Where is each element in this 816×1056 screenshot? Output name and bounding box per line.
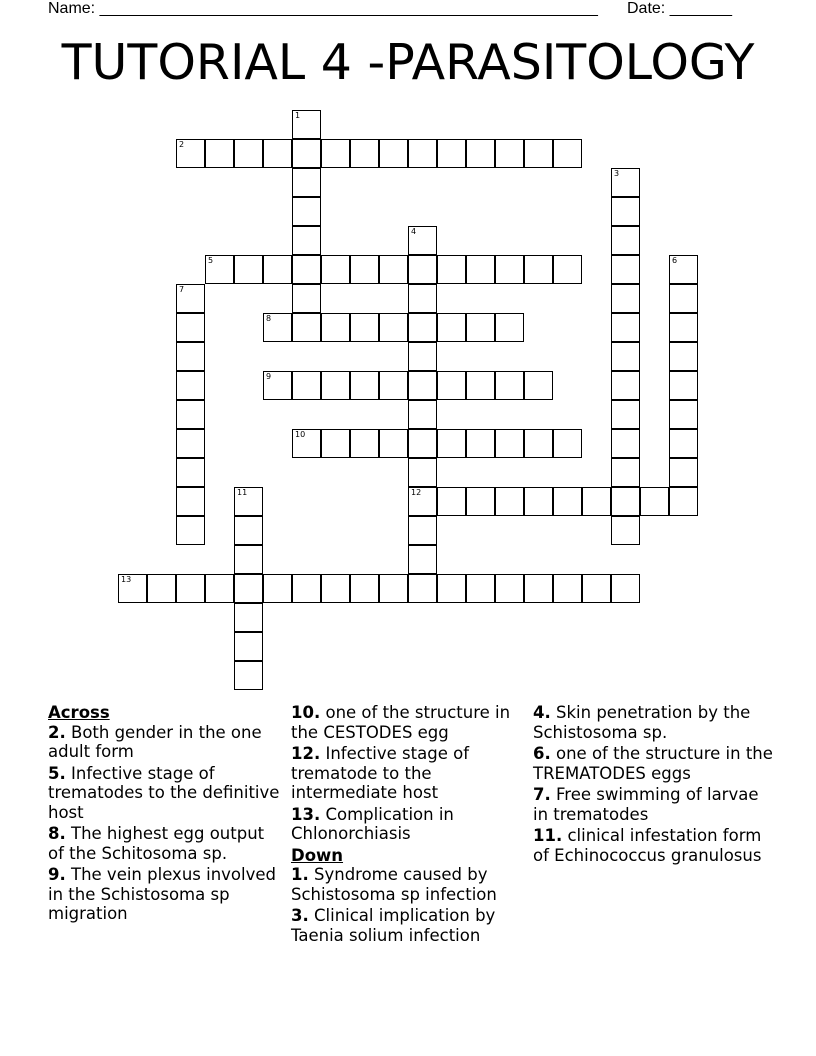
crossword-cell[interactable] — [263, 371, 292, 400]
crossword-cell[interactable] — [408, 574, 437, 603]
crossword-cell[interactable] — [205, 574, 234, 603]
crossword-cell[interactable] — [205, 139, 234, 168]
crossword-cell[interactable] — [292, 255, 321, 284]
crossword-cell[interactable] — [176, 516, 205, 545]
name-field-label[interactable]: Name: ________________________________________________________ — [48, 0, 598, 17]
crossword-cell[interactable] — [553, 574, 582, 603]
crossword-cell[interactable] — [321, 429, 350, 458]
crossword-cell[interactable] — [263, 313, 292, 342]
crossword-cell[interactable] — [437, 371, 466, 400]
crossword-cell[interactable] — [234, 545, 263, 574]
crossword-cell[interactable] — [292, 371, 321, 400]
crossword-cell[interactable] — [176, 139, 205, 168]
crossword-cell[interactable] — [524, 574, 553, 603]
crossword-cell[interactable] — [437, 487, 466, 516]
clue-across-12 — [291, 744, 527, 803]
clue-down-4 — [533, 703, 773, 742]
crossword-cell[interactable] — [524, 487, 553, 516]
clue-number-label: 10 — [295, 430, 306, 439]
crossword-cell[interactable] — [611, 458, 640, 487]
crossword-cell[interactable] — [582, 574, 611, 603]
clue-across-8 — [48, 824, 280, 863]
clue-text: Both gender in the one adult form — [48, 722, 262, 761]
clue-number: 8. — [48, 824, 66, 843]
clue-number-label: 4 — [411, 227, 417, 236]
crossword-cell[interactable] — [611, 255, 640, 284]
crossword-cell[interactable] — [350, 255, 379, 284]
crossword-cell[interactable] — [669, 487, 698, 516]
crossword-cell[interactable] — [176, 313, 205, 342]
crossword-cell[interactable] — [292, 574, 321, 603]
crossword-cell[interactable] — [466, 574, 495, 603]
clue-text: Clinical implication by Taenia solium infection — [291, 906, 496, 945]
crossword-cell[interactable] — [408, 545, 437, 574]
clue-text: Skin penetration by the Schistosoma sp. — [533, 703, 751, 742]
crossword-cell[interactable] — [495, 255, 524, 284]
crossword-cell[interactable] — [524, 429, 553, 458]
clue-across-10 — [291, 703, 527, 742]
crossword-cell[interactable] — [495, 371, 524, 400]
clue-number-label: 12 — [411, 488, 422, 497]
crossword-cell[interactable] — [408, 139, 437, 168]
clues-column-1 — [48, 703, 280, 926]
crossword-cell[interactable] — [176, 284, 205, 313]
crossword-cell[interactable] — [466, 313, 495, 342]
clue-number: 7. — [533, 785, 551, 804]
crossword-cell[interactable] — [408, 313, 437, 342]
crossword-cell[interactable] — [669, 284, 698, 313]
clue-number: 12. — [291, 744, 321, 763]
crossword-cell[interactable] — [611, 284, 640, 313]
crossword-cell[interactable] — [611, 342, 640, 371]
clue-text: The vein plexus involved in the Schistosoma sp migration — [48, 865, 276, 923]
crossword-cell[interactable] — [553, 429, 582, 458]
crossword-cell[interactable] — [234, 603, 263, 632]
crossword-cell[interactable] — [524, 255, 553, 284]
clue-number: 6. — [533, 744, 551, 763]
crossword-cell[interactable] — [408, 400, 437, 429]
crossword-cell[interactable] — [176, 342, 205, 371]
clue-number: 13. — [291, 804, 321, 824]
clues-column-2 — [291, 703, 527, 947]
clue-text: clinical infestation form of Echinococcus granulosus — [533, 826, 762, 865]
clue-text: Infective stage of trematode to the intermediate host — [291, 744, 470, 802]
crossword-cell[interactable] — [437, 574, 466, 603]
crossword-cell[interactable] — [118, 574, 147, 603]
crossword-cell[interactable] — [408, 371, 437, 400]
clue-number-label: 13 — [121, 575, 132, 584]
crossword-cell[interactable] — [176, 371, 205, 400]
crossword-cell[interactable] — [234, 255, 263, 284]
crossword-cell[interactable] — [408, 226, 437, 255]
clue-text: one of the structure in the CESTODES egg — [291, 703, 511, 742]
clue-number: 2. — [48, 722, 66, 742]
crossword-cell[interactable] — [437, 313, 466, 342]
crossword-cell[interactable] — [292, 226, 321, 255]
clue-text: one of the structure in the TREMATODES eggs — [533, 744, 773, 783]
crossword-cell[interactable] — [611, 313, 640, 342]
crossword-cell[interactable] — [176, 574, 205, 603]
clue-down-1 — [291, 865, 527, 904]
crossword-cell[interactable] — [437, 429, 466, 458]
crossword-cell[interactable] — [408, 429, 437, 458]
clue-across-13 — [291, 805, 527, 844]
crossword-cell[interactable] — [495, 429, 524, 458]
crossword-cell[interactable] — [669, 458, 698, 487]
crossword-cell[interactable] — [553, 487, 582, 516]
crossword-cell[interactable] — [611, 429, 640, 458]
crossword-cell[interactable] — [234, 139, 263, 168]
crossword-cell[interactable] — [147, 574, 176, 603]
crossword-cell[interactable] — [379, 429, 408, 458]
crossword-cell[interactable] — [669, 429, 698, 458]
clue-number-label: 8 — [266, 314, 272, 323]
crossword-cell[interactable] — [321, 313, 350, 342]
clue-across-2 — [48, 723, 280, 762]
crossword-cell[interactable] — [176, 400, 205, 429]
crossword-cell[interactable] — [321, 139, 350, 168]
clue-down-3 — [291, 906, 527, 945]
crossword-cell[interactable] — [611, 516, 640, 545]
across-heading: Across — [48, 703, 110, 722]
clue-number: 3. — [291, 906, 309, 925]
crossword-cell[interactable] — [669, 342, 698, 371]
crossword-cell[interactable] — [611, 371, 640, 400]
crossword-cell[interactable] — [379, 139, 408, 168]
crossword-cell[interactable] — [437, 255, 466, 284]
crossword-cell[interactable] — [263, 574, 292, 603]
crossword-cell[interactable] — [350, 371, 379, 400]
clue-text: Free swimming of larvae in trematodes — [533, 785, 759, 824]
crossword-cell[interactable] — [466, 255, 495, 284]
crossword-cell[interactable] — [408, 516, 437, 545]
clue-text: Infective stage of trematodes to the definitive host — [48, 763, 280, 822]
crossword-cell[interactable] — [350, 429, 379, 458]
clue-text: The highest egg output of the Schitosoma sp. — [48, 824, 265, 863]
crossword-cell[interactable] — [292, 284, 321, 313]
crossword-cell[interactable] — [495, 487, 524, 516]
crossword-cell[interactable] — [640, 487, 669, 516]
crossword-cell[interactable] — [524, 371, 553, 400]
crossword-cell[interactable] — [582, 487, 611, 516]
crossword-cell[interactable] — [263, 255, 292, 284]
clue-number: 1. — [291, 865, 309, 884]
clue-number: 4. — [533, 703, 551, 722]
crossword-cell[interactable] — [408, 284, 437, 313]
crossword-cell[interactable] — [611, 400, 640, 429]
crossword-cell[interactable] — [292, 168, 321, 197]
clue-number-label: 7 — [179, 285, 185, 294]
crossword-cell[interactable] — [495, 574, 524, 603]
crossword-cell[interactable] — [321, 574, 350, 603]
crossword-cell[interactable] — [669, 255, 698, 284]
clue-number-label: 1 — [295, 111, 301, 120]
crossword-cell[interactable] — [611, 574, 640, 603]
crossword-cell[interactable] — [408, 487, 437, 516]
crossword-cell[interactable] — [321, 255, 350, 284]
crossword-cell[interactable] — [466, 487, 495, 516]
crossword-cell[interactable] — [350, 139, 379, 168]
crossword-cell[interactable] — [379, 371, 408, 400]
crossword-cell[interactable] — [408, 458, 437, 487]
crossword-cell[interactable] — [553, 255, 582, 284]
clue-number-label: 3 — [614, 169, 620, 178]
crossword-cell[interactable] — [292, 139, 321, 168]
crossword-cell[interactable] — [611, 226, 640, 255]
crossword-cell[interactable] — [437, 139, 466, 168]
crossword-cell[interactable] — [379, 313, 408, 342]
clue-number-label: 9 — [266, 372, 272, 381]
crossword-cell[interactable] — [234, 516, 263, 545]
crossword-cell[interactable] — [611, 197, 640, 226]
page-title: TUTORIAL 4 -PARASITOLOGY — [61, 34, 755, 91]
crossword-cell[interactable] — [495, 139, 524, 168]
crossword-cell[interactable] — [176, 458, 205, 487]
crossword-cell[interactable] — [466, 429, 495, 458]
clue-number: 11. — [533, 826, 563, 845]
crossword-cell[interactable] — [234, 574, 263, 603]
crossword-cell[interactable] — [350, 313, 379, 342]
crossword-cell[interactable] — [466, 139, 495, 168]
crossword-cell[interactable] — [292, 429, 321, 458]
crossword-cell[interactable] — [466, 371, 495, 400]
clue-number-label: 6 — [672, 256, 678, 265]
clue-number: 9. — [48, 865, 66, 884]
crossword-cell[interactable] — [524, 139, 553, 168]
clue-number-label: 11 — [237, 488, 248, 497]
clue-number: 10. — [291, 703, 321, 722]
clue-down-6 — [533, 744, 773, 783]
crossword-cell[interactable] — [495, 313, 524, 342]
crossword-cell[interactable] — [292, 197, 321, 226]
crossword-cell[interactable] — [408, 255, 437, 284]
clue-text: Complication in Chlonorchiasis — [291, 804, 454, 843]
crossword-cell[interactable] — [379, 574, 408, 603]
crossword-cell[interactable] — [553, 139, 582, 168]
clue-number-label: 2 — [179, 140, 185, 149]
crossword-cell[interactable] — [669, 371, 698, 400]
crossword-cell[interactable] — [611, 168, 640, 197]
date-field-label[interactable]: Date: _______ — [627, 0, 732, 17]
crossword-cell[interactable] — [379, 255, 408, 284]
clue-across-9 — [48, 865, 280, 924]
crossword-cell[interactable] — [611, 487, 640, 516]
crossword-cell[interactable] — [292, 110, 321, 139]
crossword-cell[interactable] — [205, 255, 234, 284]
clues-column-3 — [533, 703, 773, 867]
crossword-cell[interactable] — [176, 487, 205, 516]
crossword-cell[interactable] — [408, 342, 437, 371]
clue-number: 5. — [48, 763, 66, 783]
crossword-cell[interactable] — [350, 574, 379, 603]
clue-down-7 — [533, 785, 773, 824]
clue-across-5 — [48, 764, 280, 823]
crossword-cell[interactable] — [234, 661, 263, 690]
crossword-cell[interactable] — [234, 632, 263, 661]
crossword-cell[interactable] — [669, 313, 698, 342]
down-heading: Down — [291, 845, 344, 865]
clue-down-11 — [533, 826, 773, 865]
crossword-cell[interactable] — [321, 371, 350, 400]
clue-number-label: 5 — [208, 256, 214, 265]
clue-text: Syndrome caused by Schistosoma sp infection — [291, 865, 497, 904]
crossword-cell[interactable] — [669, 400, 698, 429]
crossword-cell[interactable] — [263, 139, 292, 168]
crossword-cell[interactable] — [176, 429, 205, 458]
crossword-cell[interactable] — [234, 487, 263, 516]
crossword-cell[interactable] — [292, 313, 321, 342]
